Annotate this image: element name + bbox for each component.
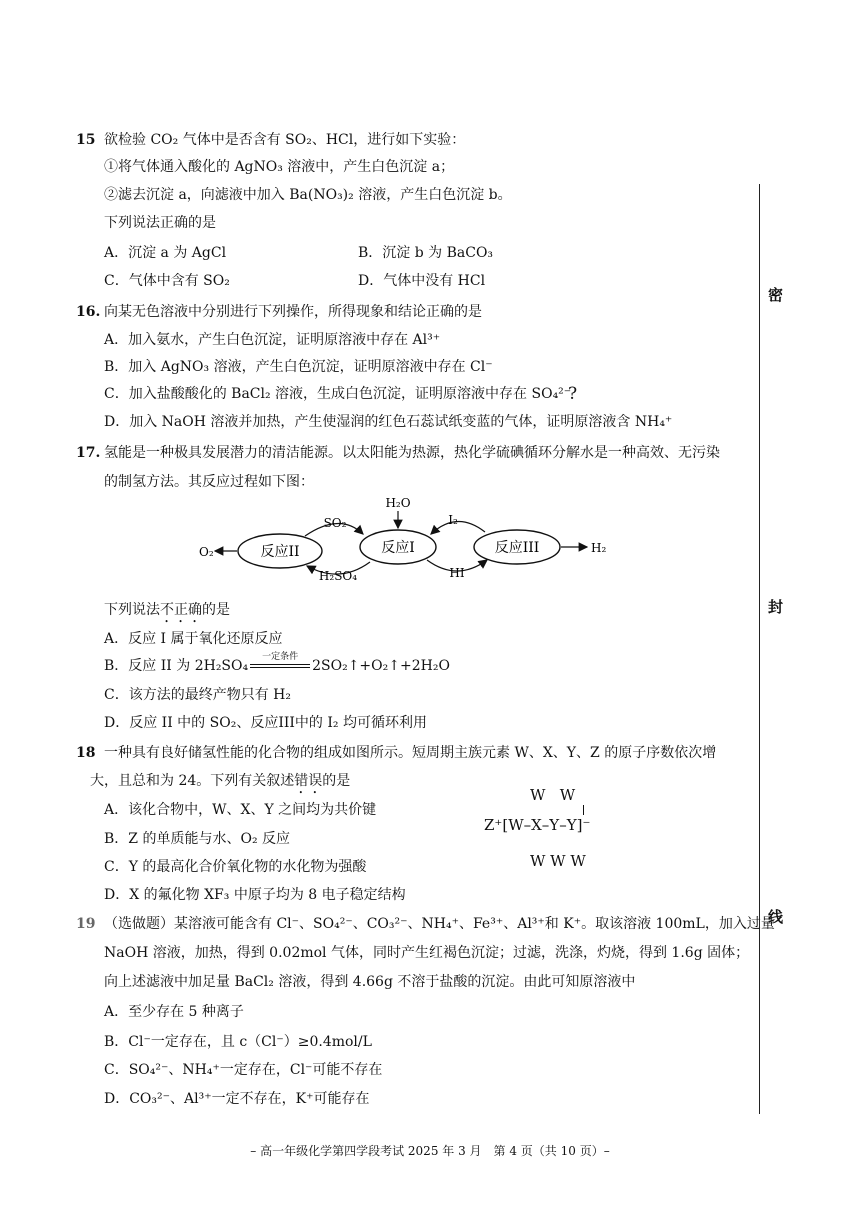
option-b-prefix: B．反应 II 为 2H₂SO₄ [104, 658, 249, 674]
option-b-suffix: 2SO₂↑+O₂↑+2H₂O [312, 658, 450, 674]
condition-label: 一定条件 [262, 652, 299, 662]
question-number: 16. [76, 304, 101, 320]
option-b: B．Z 的单质能与水、O₂ 反应 [104, 831, 291, 847]
emphasis-text: 错误 [294, 773, 323, 789]
question-stem: 向某无色溶液中分别进行下列操作，所得现象和结论正确的是 [104, 304, 482, 320]
option-d: D．气体中没有 HCl [358, 273, 486, 289]
structure-top-row: W W [530, 786, 576, 804]
hi-label: HI [449, 566, 465, 580]
question-stem: NaOH 溶液，加热，得到 0.02mol 气体，同时产生红褐色沉淀；过滤，洗涤，灼烧，得到 1.6g 固体； [104, 945, 750, 961]
h2so4-label: H₂SO₄ [318, 569, 358, 583]
question-stem: 的制氢方法。其反应过程如下图： [104, 474, 314, 490]
question-stem: 氢能是一种极具发展潜力的清洁能源。以太阳能为热源，热化学硫碘循环分解水是一种高效、无污染 [104, 445, 720, 461]
option-a: A．反应 I 属于氧化还原反应 [104, 631, 283, 647]
so2-label: SO₂ [323, 516, 347, 530]
option-c: C．Y 的最高化合价氧化物的水化物为强酸 [104, 859, 367, 875]
question-number: 17. [76, 445, 101, 461]
question-stem: 向上述滤液中加足量 BaCl₂ 溶液，得到 4.66g 不溶于盐酸的沉淀。由此可知原溶液中 [104, 974, 636, 990]
option-a: A．沉淀 a 为 AgCl [104, 245, 227, 261]
reaction-cycle-diagram [195, 492, 615, 587]
option-d: D．X 的氟化物 XF₃ 中原子均为 8 电子稳定结构 [104, 887, 406, 903]
question-number: 15 [76, 132, 96, 148]
question-stem: 欲检验 CO₂ 气体中是否含有 SO₂、HCl，进行如下实验： [104, 132, 466, 148]
emphasis-text: 不正确 [160, 602, 202, 618]
h2o-label: H₂O [385, 496, 411, 510]
reaction-2-label: 反应II [260, 544, 300, 560]
prompt-text: 下列说法 [104, 602, 160, 618]
structure-bottom-row: W W W [530, 852, 586, 870]
stem-text: 大，且总和为 24。下列有关叙述 [90, 773, 295, 789]
option-b: B．沉淀 b 为 BaCO₃ [358, 245, 494, 261]
stem-text: 的是 [322, 773, 351, 789]
i2-label: I₂ [448, 513, 458, 527]
option-d: D．CO₃²⁻、Al³⁺一定不存在，K⁺可能存在 [104, 1091, 370, 1107]
option-c: C．SO₄²⁻、NH₄⁺一定存在，Cl⁻可能不存在 [104, 1062, 383, 1078]
question-number: 19 [76, 916, 96, 932]
question-stem: （选做题）某溶液可能含有 Cl⁻、SO₄²⁻、CO₃²⁻、NH₄⁺、Fe³⁺、Al³⁺和 K⁺。取该溶液 100mL，加入过量 [104, 916, 775, 932]
option-b: B．Cl⁻一定存在，且 c（Cl⁻）≥0.4mol/L [104, 1034, 372, 1050]
binding-char-feng: 封 [768, 598, 784, 616]
bond-mark [583, 805, 584, 815]
reaction-3-label: 反应III [494, 540, 540, 556]
option-b [104, 652, 450, 675]
structure-main-row: Z⁺[W–X–Y–Y]⁻ [484, 816, 591, 834]
question-stem [90, 772, 350, 797]
question-stem: 一种具有良好储氢性能的化合物的组成如图所示。短周期主族元素 W、X、Y、Z 的原子序数依次增 [104, 745, 717, 761]
o2-label: O₂ [199, 545, 214, 559]
question-number: 18 [76, 745, 96, 761]
option-d: D．加入 NaOH 溶液并加热，产生使湿润的红色石蕊试纸变蓝的气体，证明原溶液含 NH₄⁺ [104, 414, 673, 430]
binding-char-mi: 密 [768, 286, 784, 304]
option-b: B．加入 AgNO₃ 溶液，产生白色沉淀，证明原溶液中存在 Cl⁻ [104, 359, 493, 375]
h2-label: H₂ [591, 541, 607, 555]
condition-arrow [250, 652, 310, 675]
option-c: C．加入盐酸酸化的 BaCl₂ 溶液，生成白色沉淀，证明原溶液中存在 SO₄²⁻ [104, 386, 572, 402]
question-prompt [104, 601, 230, 626]
handwritten-mark: ? [568, 384, 578, 404]
binding-line [759, 184, 760, 1114]
question-step: ②滤去沉淀 a，向滤液中加入 Ba(NO₃)₂ 溶液，产生白色沉淀 b。 [104, 187, 512, 203]
question-prompt: 下列说法正确的是 [104, 215, 216, 231]
i2-arrow [431, 521, 485, 534]
option-a: A．该化合物中，W、X、Y 之间均为共价键 [104, 802, 377, 818]
option-a: A．至少存在 5 种离子 [104, 1004, 244, 1020]
question-step: ①将气体通入酸化的 AgNO₃ 溶液中，产生白色沉淀 a； [104, 159, 455, 175]
option-d: D．反应 II 中的 SO₂、反应III中的 I₂ 均可循环利用 [104, 715, 427, 731]
reaction-1-label: 反应I [381, 540, 415, 556]
page-footer: – 高一年级化学第四学段考试 2025 年 3 月 第 4 页（共 10 页）– [250, 1144, 610, 1158]
prompt-text: 的是 [202, 602, 230, 618]
binding-char-xian: 线 [768, 908, 784, 926]
option-c: C．该方法的最终产物只有 H₂ [104, 687, 291, 703]
option-a: A．加入氨水，产生白色沉淀，证明原溶液中存在 Al³⁺ [104, 332, 441, 348]
option-c: C．气体中含有 SO₂ [104, 273, 230, 289]
